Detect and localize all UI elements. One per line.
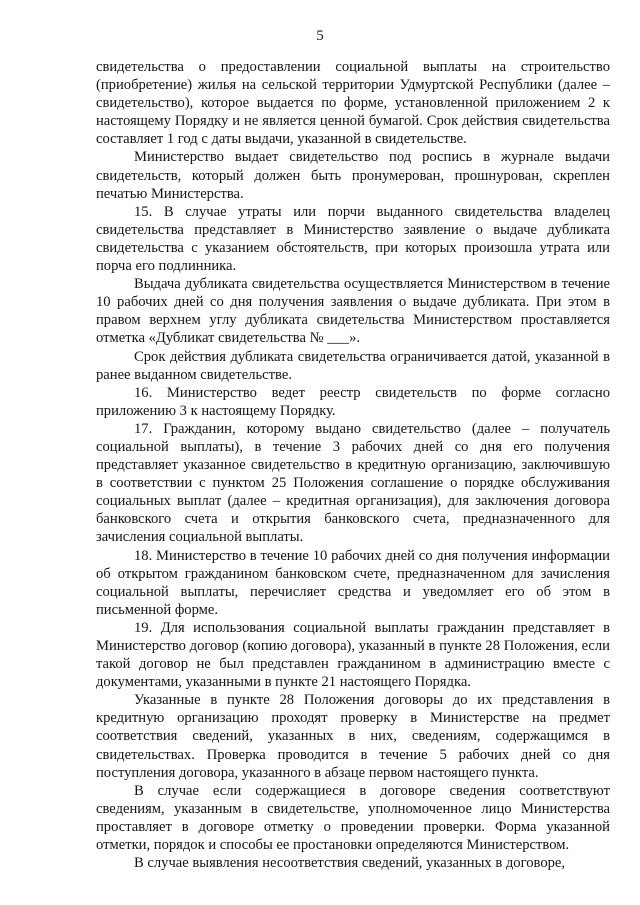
paragraph-item-15: 15. В случае утраты или порчи выданного свидетельства владелец свидетельства представляет в Министерство заявление о выдаче дубликата свидетельства с указанием обстоятельств, при которых произошла утрата или порча его подлинника. xyxy=(96,203,610,275)
paragraph-item-18: 18. Министерство в течение 10 рабочих дней со дня получения информации об открытом гражданином банковском счете, предназначенном для зачисления социальной выплаты, перечисляет средства и уведомляет его об этом в письменной форме. xyxy=(96,547,610,618)
paragraph-contract-check: Указанные в пункте 28 Положения договоры до их представления в кредитную организацию проходят проверку в Министерстве на предмет соответствия сведений, указанных в них, сведениям, содержащимся в свидетельствах. Проверка проводится в течение 5 рабочих дней со дня поступления договора, указанного в абзаце первом настоящего пункта. xyxy=(96,692,610,781)
paragraph-item-16: 16. Министерство ведет реестр свидетельств по форме согласно приложению 3 к настоящему Порядку. xyxy=(96,384,610,419)
page-number: 5 xyxy=(316,28,324,44)
document-body xyxy=(96,58,610,872)
paragraph-contract-match: В случае если содержащиеся в договоре сведения соответствуют сведениям, указанным в свидетельстве, уполномоченное лицо Министерства проставляет в договоре отметку о проведении проверки. Форма указанной отметки, порядок и способы ее простановки определяются Министерством. xyxy=(96,782,610,854)
paragraph-continuation: свидетельства о предоставлении социальной выплаты на строительство (приобретение) жилья на сельской территории Удмуртской Республики (далее – свидетельство), которое выдается по форме, установленной приложением 2 к настоящему Порядку и не является ценной бумагой. Срок действия свидетельства составляет 1 год с даты выдачи, указанной в свидетельстве. xyxy=(96,59,610,148)
paragraph-duplicate-validity: Срок действия дубликата свидетельства ограничивается датой, указанной в ранее выданном свидетельстве. xyxy=(96,348,610,383)
paragraph-issuance: Министерство выдает свидетельство под роспись в журнале выдачи свидетельств, который должен быть пронумерован, прошнурован, скреплен печатью Министерства. xyxy=(96,149,610,202)
paragraph-duplicate-issuance: Выдача дубликата свидетельства осуществляется Министерством в течение 10 рабочих дней со дня получения заявления о выдаче дубликата. При этом в правом верхнем углу дубликата свидетельства Министерством проставляется отметка «Дубликат свидетельства № ___». xyxy=(96,276,610,347)
paragraph-contract-mismatch: В случае выявления несоответствия сведений, указанных в договоре, xyxy=(134,855,566,872)
paragraph-item-17: 17. Гражданин, которому выдано свидетельство (далее – получатель социальной выплаты), в течение 3 рабочих дней со дня его получения представляет указанное свидетельство в кредитную организацию, заключившую в соответствии с пунктом 25 Положения соглашение о порядке обслуживания социальных выплат (далее – кредитная организация), для заключения договора банковского счета и открытия банковского счета, предназначенного для зачисления социальной выплаты. xyxy=(96,420,610,546)
paragraph-item-19: 19. Для использования социальной выплаты гражданин представляет в Министерство договор (копию договора), указанный в пункте 28 Положения, если такой договор не был представлен гражданином в администрацию вместе с документами, указанными в пункте 21 настоящего Порядка. xyxy=(96,619,610,691)
